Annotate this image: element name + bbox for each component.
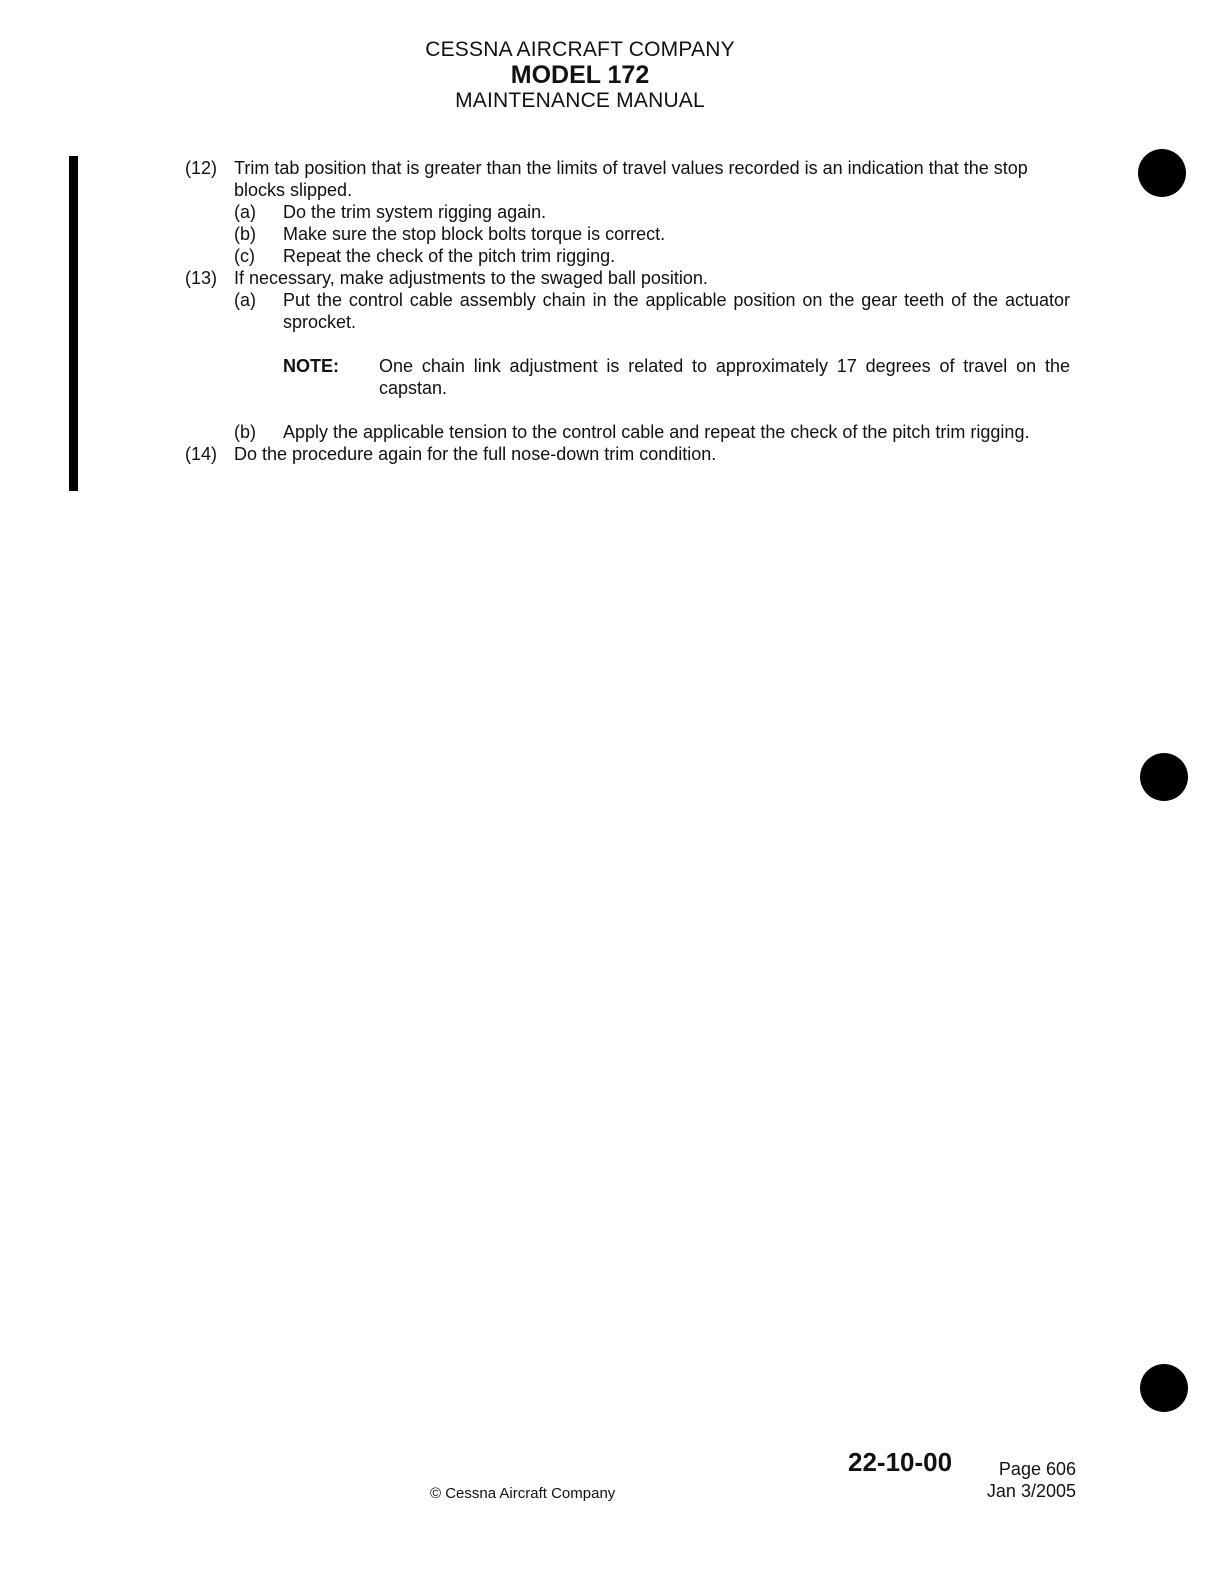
step-14 bbox=[185, 443, 1070, 465]
substep-number: (a) bbox=[234, 290, 256, 310]
note-label: NOTE: bbox=[283, 356, 339, 376]
step-text: Do the procedure again for the full nose-down trim condition. bbox=[234, 444, 717, 464]
substep-number: (b) bbox=[234, 422, 256, 442]
model-title: MODEL 172 bbox=[510, 61, 650, 89]
step-12 bbox=[185, 157, 1070, 201]
substep-number: (c) bbox=[234, 246, 255, 266]
note-text: One chain link adjustment is related to approximately 17 degrees of travel on the capstan. bbox=[379, 356, 1070, 398]
substep-text: Repeat the check of the pitch trim rigging. bbox=[283, 246, 616, 266]
substep-number: (a) bbox=[234, 202, 256, 222]
procedure-content bbox=[185, 157, 1070, 465]
substep-text: Do the trim system rigging again. bbox=[283, 202, 547, 222]
substep-12b bbox=[185, 223, 1070, 245]
step-number: (14) bbox=[185, 444, 218, 464]
manual-title: MAINTENANCE MANUAL bbox=[455, 89, 705, 112]
substep-13a bbox=[185, 289, 1070, 333]
revision-date: Jan 3/2005 bbox=[986, 1481, 1076, 1501]
page-header bbox=[0, 38, 1160, 112]
step-13 bbox=[185, 267, 1070, 289]
substep-text: Make sure the stop block bolts torque is correct. bbox=[283, 224, 666, 244]
binder-hole bbox=[1138, 149, 1186, 197]
step-number: (12) bbox=[185, 158, 218, 178]
step-text: If necessary, make adjustments to the swaged ball position. bbox=[234, 268, 708, 288]
revision-change-bar bbox=[69, 156, 78, 491]
binder-hole bbox=[1140, 1364, 1188, 1412]
substep-13b bbox=[185, 421, 1070, 443]
substep-text: Put the control cable assembly chain in the applicable position on the gear teeth of the actuator sprocket. bbox=[283, 290, 1070, 332]
note-block bbox=[283, 355, 1070, 399]
step-text: Trim tab position that is greater than the limits of travel values recorded is an indication that the stop blocks slipped. bbox=[234, 158, 1028, 200]
page-number: Page 606 bbox=[998, 1459, 1076, 1479]
section-code: 22-10-00 bbox=[848, 1447, 953, 1477]
substep-number: (b) bbox=[234, 224, 256, 244]
step-number: (13) bbox=[185, 268, 218, 288]
substep-12c bbox=[185, 245, 1070, 267]
copyright-notice: © Cessna Aircraft Company bbox=[430, 1485, 616, 1502]
company-name: CESSNA AIRCRAFT COMPANY bbox=[425, 38, 735, 61]
substep-12a bbox=[185, 201, 1070, 223]
substep-text: Apply the applicable tension to the control cable and repeat the check of the pitch trim rigging. bbox=[283, 422, 1030, 442]
binder-hole bbox=[1140, 753, 1188, 801]
